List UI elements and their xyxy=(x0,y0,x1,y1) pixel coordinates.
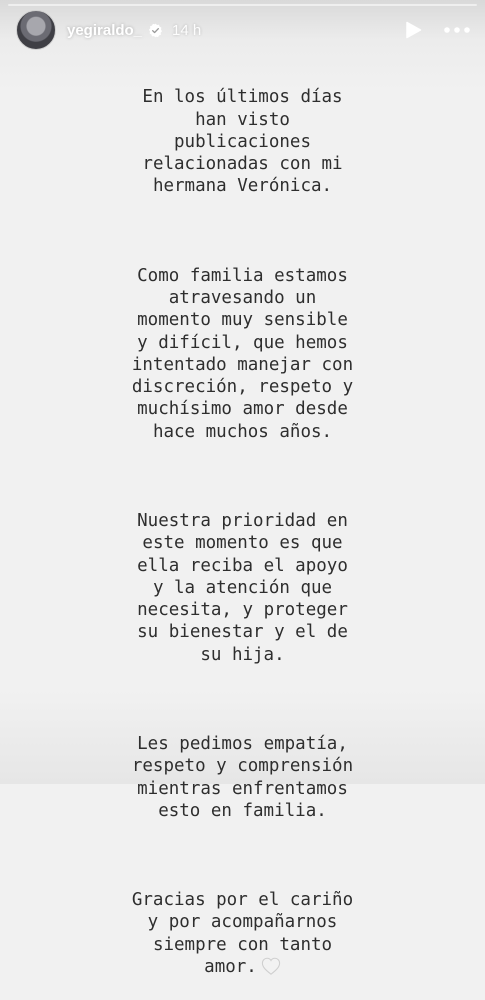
more-options-icon[interactable] xyxy=(443,20,471,40)
story-header xyxy=(16,10,471,50)
story-paragraph-2: Como familia estamos atravesando un momento muy sensible y difícil, que hemos intentado manejar con discreción, respeto y muchísimo amor desde hace muchos años. xyxy=(131,265,354,442)
avatar[interactable] xyxy=(16,10,56,50)
story-progress-bar xyxy=(8,4,477,6)
story-text xyxy=(0,64,485,1000)
post-time: 14 h xyxy=(172,21,202,39)
play-icon[interactable] xyxy=(403,20,423,40)
story-paragraph-3: Nuestra prioridad en este momento es que ella reciba el apoyo y la atención que necesita, y proteger su bienestar y el de su hija. xyxy=(137,510,348,665)
story-paragraph-5 xyxy=(0,889,485,978)
verified-badge-icon xyxy=(148,23,163,38)
heart-emoji-icon xyxy=(261,957,281,975)
story-paragraph-1: En los últimos días han visto publicaciones relacionadas con mi hermana Verónica. xyxy=(142,87,343,197)
story-paragraph-4: Les pedimos empatía, respeto y comprensión mientras enfrentamos esto en familia. xyxy=(131,733,354,821)
username[interactable]: yegiraldo_ xyxy=(67,21,143,39)
story-paragraph-5-text: Gracias por el cariño y por acompañarnos siempre con tanto amor. xyxy=(131,889,354,977)
